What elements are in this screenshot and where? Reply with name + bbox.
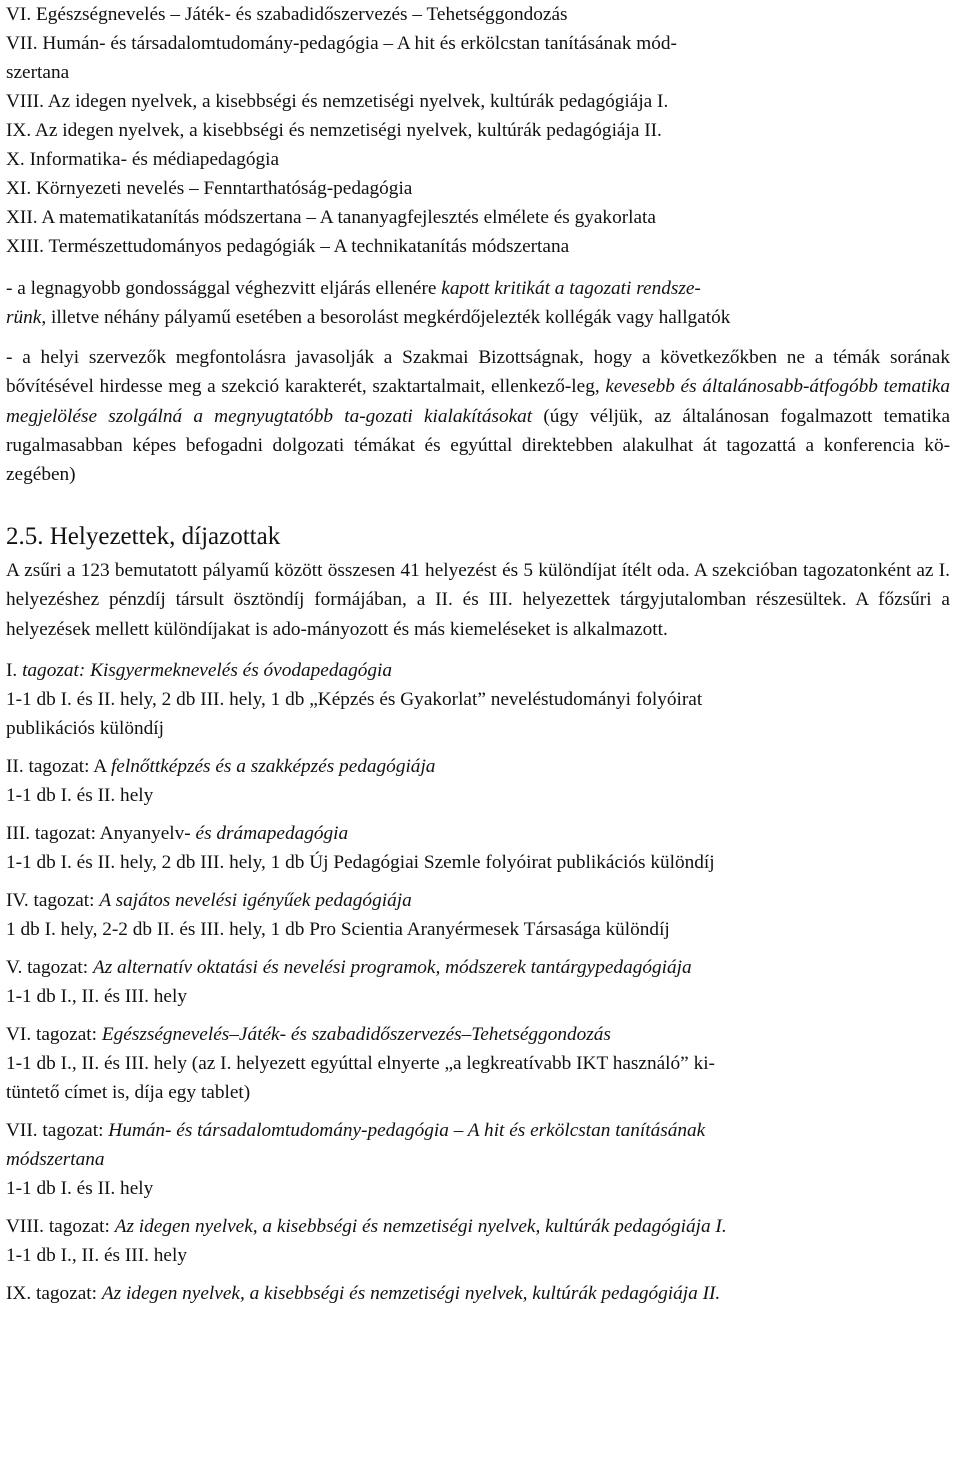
tagozat-title (6, 1212, 950, 1241)
bullet-emphasis: rünk (6, 307, 42, 329)
tagozat-block (6, 752, 950, 810)
feedback-bullet-1 (6, 274, 950, 333)
tagozat-name: Humán- és társadalomtudomány-pedagógia – A hit és erkölcstan tanításának (108, 1120, 706, 1142)
tagozat-name: Egészségnevelés–Játék- és szabadidőszervezés–Tehetséggondozás (101, 1024, 611, 1046)
tagozat-prefix: I. (6, 660, 23, 682)
tagozat-block (6, 656, 950, 743)
section-list-item: X. Informatika- és médiapedagógia (6, 149, 280, 170)
tagozat-award-line: 1-1 db I., II. és III. hely (6, 986, 187, 1008)
tagozat-award-line: 1-1 db I., II. és III. hely (6, 1245, 187, 1267)
tagozat-prefix: VIII. tagozat: (6, 1216, 115, 1238)
tagozat-title (6, 1279, 950, 1308)
tagozat-prefix: IX. tagozat: (6, 1283, 102, 1305)
tagozat-award-line: 1-1 db I. és II. hely, 2 db III. hely, 1 db Új Pedagógiai Szemle folyóirat publikációs különdíj (6, 852, 715, 874)
tagozat-title (6, 819, 950, 848)
bullet-text: - a helyi szervezők megfontolásra javasolják a Szakmai Bizottságnak, hogy a következőkben ne a témák sorának bővítésével hirdesse meg a szekció karakterét, szaktartalmait, ellenkező-leg, (6, 346, 950, 398)
tagozat-prefix: V. tagozat: (6, 957, 93, 979)
section-list-item: XII. A matematikatanítás módszertana – A tananyagfejlesztés elmélete és gyakorlata (6, 207, 656, 228)
tagozat-block (6, 1116, 950, 1203)
tagozat-name: Az alternatív oktatási és nevelési programok, módszerek tantárgypedagógiája (92, 957, 692, 979)
tagozat-award-line: 1-1 db I. és II. hely (6, 1178, 154, 1200)
tagozat-title-cont: módszertana (6, 1149, 105, 1171)
section-list-item: szertana (6, 62, 70, 83)
tagozat-award-line: publikációs különdíj (6, 718, 164, 740)
section-list-item: IX. Az idegen nyelvek, a kisebbségi és nemzetiségi nyelvek, kultúrák pedagógiája II. (6, 120, 662, 141)
tagozat-prefix: VII. tagozat: (6, 1120, 109, 1142)
bullet-emphasis: kapott kritikát a tagozati rendsze- (441, 278, 701, 299)
feedback-bullet-2 (6, 343, 950, 490)
bullet-emphasis: kevesebb és általánosabb-átfogóbb tematika megjelölése szolgálná a megnyugtatóbb ta-gozati kialakításokat (6, 376, 951, 427)
bullet-text: - a legnagyobb gondossággal véghezvitt eljárás ellenére (6, 278, 442, 299)
tagozat-title (6, 886, 950, 915)
tagozat-award-line: 1-1 db I. és II. hely, 2 db III. hely, 1 db „Képzés és Gyakorlat” neveléstudományi folyóirat (6, 689, 703, 711)
section-list-item: VI. Egészségnevelés – Játék- és szabadidőszervezés – Tehetséggondozás (6, 4, 568, 25)
bullet-text: (úgy véljük, az általánosan fogalmazott tematika rugalmasabban képes befogadni dolgozati témákat és egyúttal direktebben alakulhat át tagozattá a konferencia kö-zegében) (6, 405, 950, 486)
section-list-item: XIII. Természettudományos pedagógiák – A technikatanítás módszertana (6, 236, 570, 257)
tagozat-block (6, 1020, 950, 1107)
tagozat-name: tagozat: Kisgyermeknevelés és óvodapedagógia (22, 660, 393, 682)
tagozat-name: felnőttképzés és a szakképzés pedagógiája (110, 756, 436, 778)
bullet-text: , illetve néhány pályamű esetében a besorolást megkérdőjelezték kollégák vagy hallgatók (41, 307, 731, 329)
tagozat-block (6, 886, 950, 944)
tagozat-name: A sajátos nevelési igényűek pedagógiája (99, 890, 412, 912)
tagozat-award-line: 1-1 db I., II. és III. hely (az I. helyezett egyúttal elnyerte „a legkreatívabb IKT használó” ki- (6, 1053, 715, 1075)
tagozat-block (6, 1279, 950, 1308)
tagozat-title (6, 656, 950, 685)
tagozat-block (6, 953, 950, 1011)
tagozat-title (6, 752, 950, 781)
section-list-item: VII. Humán- és társadalomtudomány-pedagógia – A hit és erkölcstan tanításának mód- (6, 33, 677, 54)
section-list-item: XI. Környezeti nevelés – Fenntarthatóság-pedagógia (6, 178, 413, 199)
tagozat-prefix: VI. tagozat: (6, 1024, 102, 1046)
tagozat-prefix: IV. tagozat: (6, 890, 100, 912)
section-heading: 2.5. Helyezettek, díjazottak (6, 522, 281, 550)
section-list-item: VIII. Az idegen nyelvek, a kisebbségi és nemzetiségi nyelvek, kultúrák pedagógiája I. (6, 91, 669, 112)
intro-paragraph: A zsűri a 123 bemutatott pályamű között összesen 41 helyezést és 5 különdíjat ítélt oda. A szekcióban tagozatonként az I. helyezéshez pénzdíj társult ösztöndíj formájában, a II. és III. helyezettek tárgyjutalomban részesültek. A főzsűri a helyezések mellett különdíjakat is ado-mányozott és más kiemeléseket is alkalmazott. (6, 559, 950, 640)
tagozat-name: Az idegen nyelvek, a kisebbségi és nemzetiségi nyelvek, kultúrák pedagógiája II. (101, 1283, 721, 1305)
tagozat-award-line: 1-1 db I. és II. hely (6, 785, 154, 807)
tagozat-title (6, 953, 950, 982)
tagozat-award-line: 1 db I. hely, 2-2 db II. és III. hely, 1 db Pro Scientia Aranyérmesek Társasága különdíj (6, 919, 670, 941)
tagozat-block (6, 1212, 950, 1270)
tagozat-prefix: II. tagozat: A (6, 756, 111, 778)
tagozat-name: Az idegen nyelvek, a kisebbségi és nemzetiségi nyelvek, kultúrák pedagógiája I. (114, 1216, 727, 1238)
tagozat-award-line: tüntető címet is, díja egy tablet) (6, 1082, 251, 1104)
tagozat-prefix: III. tagozat: Anyanyelv- (6, 823, 196, 845)
tagozat-name: és drámapedagógia (195, 823, 349, 845)
tagozat-list (6, 656, 950, 1308)
tagozat-title (6, 1020, 950, 1049)
section-list (6, 0, 950, 261)
tagozat-block (6, 819, 950, 877)
tagozat-title (6, 1116, 950, 1145)
